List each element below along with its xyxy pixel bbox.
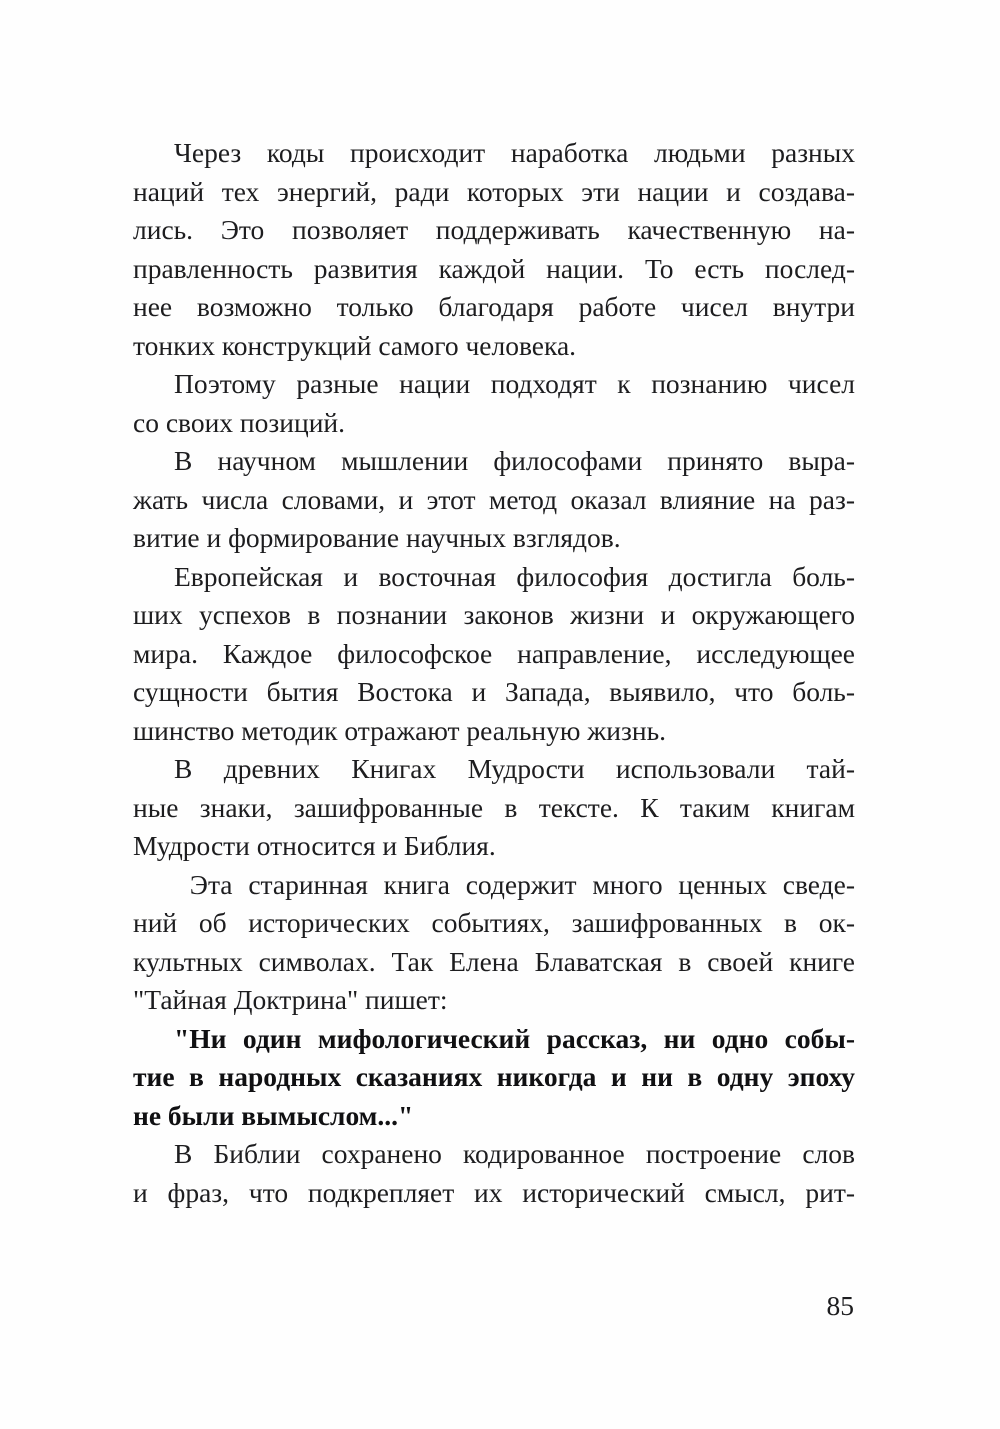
text-line: В Библии сохранено кодированное построение слов <box>174 1138 855 1169</box>
text-line: наций тех энергий, ради которых эти нации и создава- <box>133 175 855 207</box>
text-line: не были вымыслом..." <box>133 1099 414 1131</box>
text-line: мира. Каждое философское направление, исследующее <box>133 637 855 669</box>
text-line: "Тайная Доктрина" пишет: <box>133 984 448 1015</box>
text-line: тие в народных сказаниях никогда и ни в одну эпоху <box>133 1061 855 1092</box>
text-line: культных символах. Так Елена Блаватская в своей книге <box>133 945 855 977</box>
text-line: жать числа словами, и этот метод оказал влияние на раз- <box>133 483 855 515</box>
body-text <box>133 134 855 1212</box>
text-line: "Ни один мифологический рассказ, ни одно собы- <box>174 1022 855 1054</box>
text-line: Эта старинная книга содержит много ценных сведе- <box>174 868 855 900</box>
text-line: В древних Книгах Мудрости использовали тай- <box>174 753 855 784</box>
text-line: ные знаки, зашифрованные в тексте. К таким книгам <box>133 791 855 823</box>
text-line: со своих позиций. <box>133 406 345 438</box>
text-line: витие и формирование научных взглядов. <box>133 522 621 553</box>
text-line: тонких конструкций самого человека. <box>133 329 577 361</box>
text-line: Поэтому разные нации подходят к познанию чисел <box>174 368 855 399</box>
text-line: ших успехов в познании законов жизни и окружающего <box>133 599 855 630</box>
text-line: лись. Это позволяет поддерживать качественную на- <box>133 214 855 245</box>
text-line: Мудрости относится и Библия. <box>133 830 496 861</box>
text-line: правленность развития каждой нации. То есть послед- <box>133 252 855 284</box>
text-line: шинство методик отражают реальную жизнь. <box>133 714 667 746</box>
text-line: нее возможно только благодаря работе чисел внутри <box>133 291 855 322</box>
text-line: и фраз, что подкрепляет их исторический смысл, рит- <box>133 1176 855 1208</box>
page-number: 85 <box>826 1290 854 1321</box>
text-line: В научном мышлении философами принято выра- <box>174 445 855 476</box>
text-line: сущности бытия Востока и Запада, выявило, что боль- <box>133 676 855 707</box>
text-line: Через коды происходит наработка людьми разных <box>174 137 855 168</box>
text-line: ний об исторических событиях, зашифрованных в ок- <box>133 907 855 938</box>
text-line: Европейская и восточная философия достигла боль- <box>174 560 855 592</box>
